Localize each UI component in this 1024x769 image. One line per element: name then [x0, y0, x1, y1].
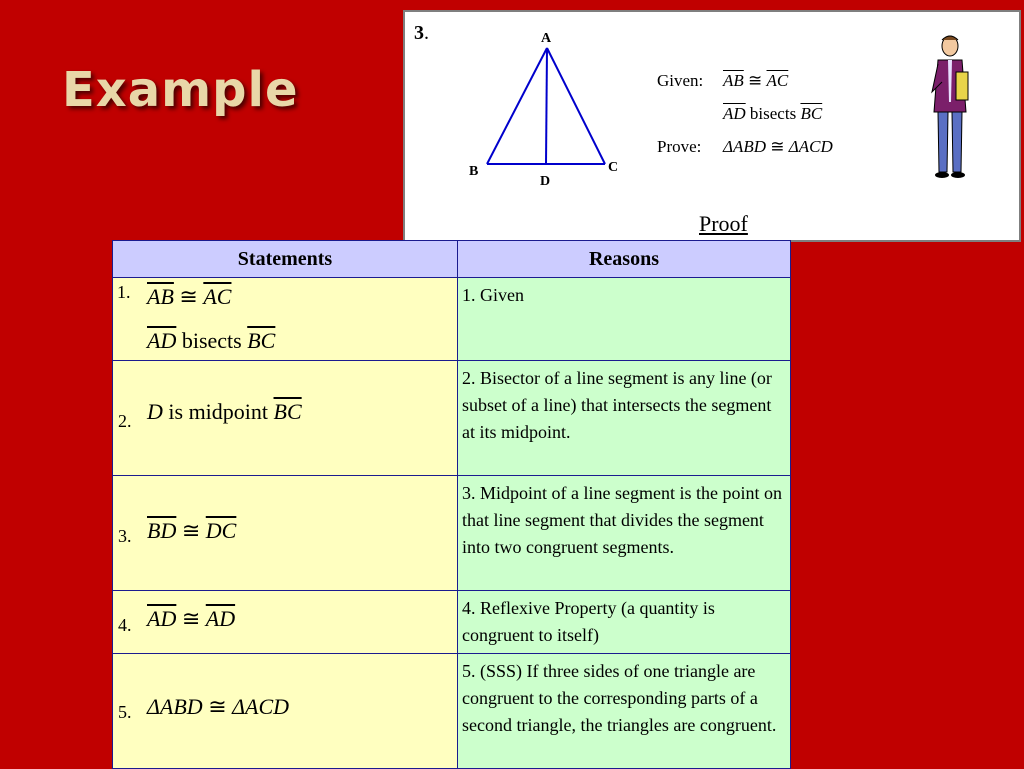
prove-label: Prove: — [657, 137, 702, 156]
proof-table — [112, 240, 791, 769]
reasons-header: Reasons — [458, 241, 791, 278]
reason-cell: 5. (SSS) If three sides of one triangle are congruent to the corresponding parts of a second triangle, the triangles are congruent. — [458, 654, 791, 769]
statement-cell: 5. ΔABD ≅ ΔACD — [113, 654, 458, 769]
reason-cell: 1. Given — [458, 278, 791, 361]
reason-cell: 2. Bisector of a line segment is any line (or subset of a line) that intersects the segment at its midpoint. — [458, 361, 791, 476]
statement-cell: 4. $\overline{AD}$ ≅ $\overline{AD}$ — [113, 591, 458, 654]
vertex-d-label: D — [540, 174, 551, 189]
table-row — [113, 654, 791, 769]
vertex-a-label: A — [541, 31, 552, 46]
table-row — [113, 278, 791, 361]
given-label: Given: — [657, 71, 704, 90]
statement-cell: 1. $\overline{AB}$ ≅ $\overline{AC}$ $\overline{AD}$ bisects $\overline{BC}$ — [113, 278, 458, 361]
table-row — [113, 361, 791, 476]
segment-ac — [547, 48, 605, 164]
thinking-person-illustration — [920, 32, 980, 182]
proof-label: Proof — [699, 211, 748, 236]
statement-cell: 2. D is midpoint $\overline{BC}$ — [113, 361, 458, 476]
problem-number: 3. — [414, 22, 429, 44]
reason-cell: 4. Reflexive Property (a quantity is congruent to itself) — [458, 591, 791, 654]
slide-title: Example — [62, 62, 299, 118]
triangle-diagram — [465, 30, 665, 200]
statements-header: Statements — [113, 241, 458, 278]
segment-ab — [487, 48, 547, 164]
given-block: Given: $\overline{AB}$ ≅ $\overline{AC}$ $\overline{AD}$ bisects $\overline{BC}$ Prove: ΔABD ≅ ΔACD — [657, 64, 833, 163]
statement-cell: 3. $\overline{BD}$ ≅ $\overline{DC}$ — [113, 476, 458, 591]
reason-cell: 3. Midpoint of a line segment is the point on that line segment that divides the segment into two congruent segments. — [458, 476, 791, 591]
table-row — [113, 476, 791, 591]
vertex-c-label: C — [608, 160, 619, 175]
problem-card — [403, 10, 1021, 242]
vertex-b-label: B — [469, 164, 479, 179]
segment-ad — [546, 48, 547, 164]
table-row — [113, 591, 791, 654]
